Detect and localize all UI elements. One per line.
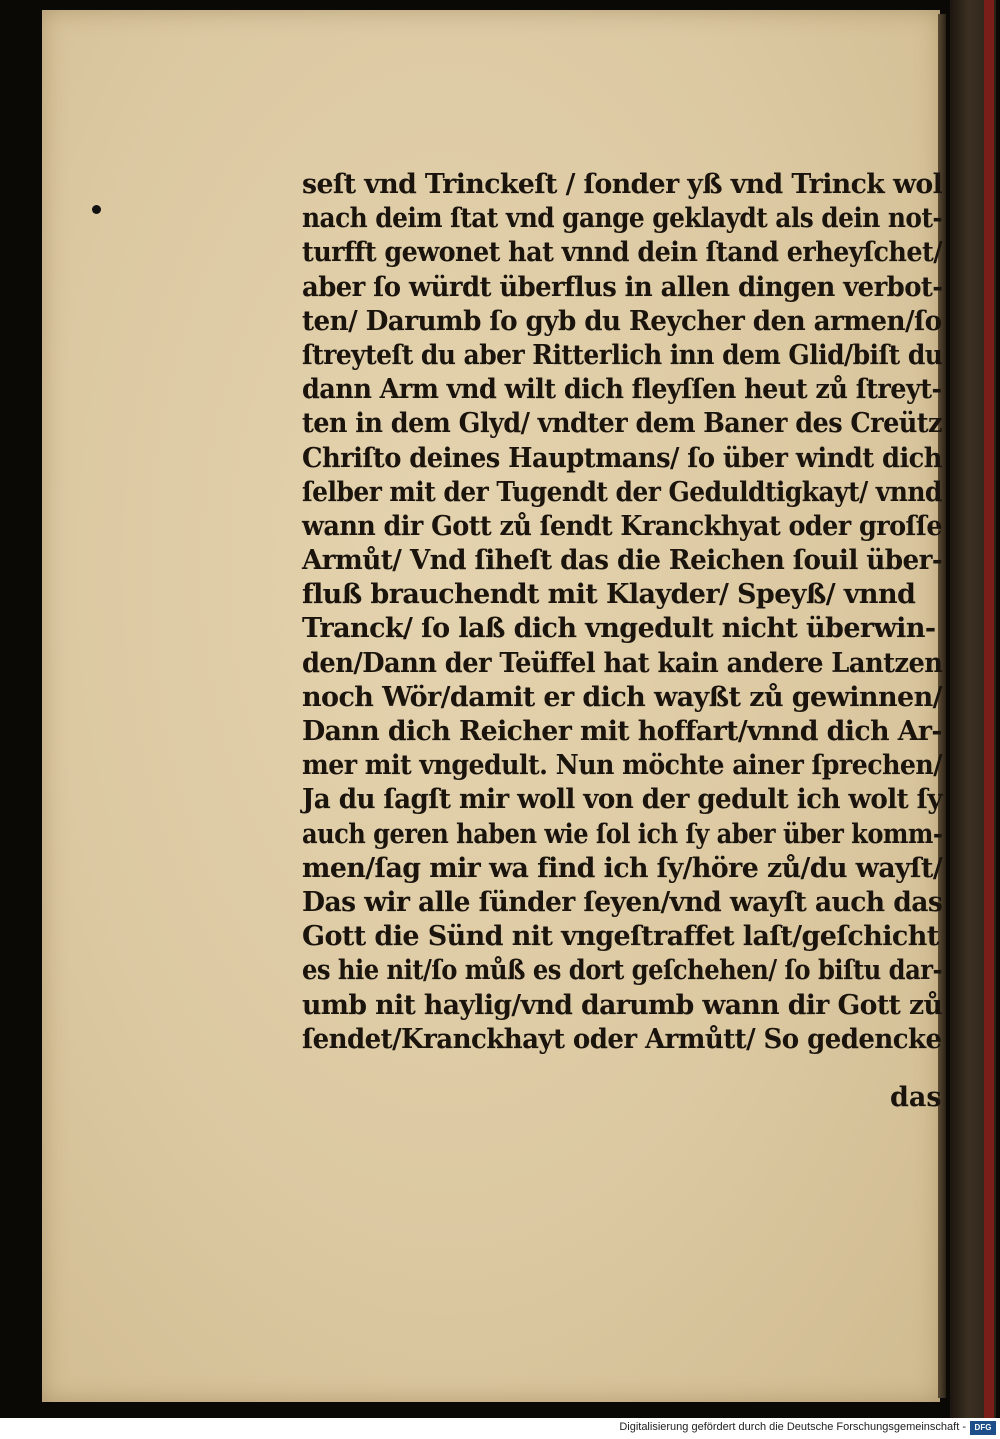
text-line: Armůt/ Vnd ſiheſt das die Reichen ſouil über-	[302, 545, 943, 577]
red-binding-strip	[984, 0, 994, 1418]
text-line: ſtreyteſt du aber Ritterlich inn dem Glid/biſt du	[302, 339, 943, 371]
text-line: Ja du ſagſt mir woll von der gedult ich wolt ſy	[302, 784, 942, 816]
text-line: noch Wör/damit er dich wayßt zů gewinnen/	[302, 681, 942, 713]
text-line: men/ſag mir wa find ich ſy/höre zů/du wayſt/	[302, 852, 943, 884]
text-line: ſelber mit der Tugendt der Geduldtigkayt/ vnnd	[302, 476, 942, 508]
text-line: ſendet/Kranckhayt oder Armůtt/ So gedencke	[302, 1023, 942, 1055]
text-line: aber ſo würdt überflus in allen dingen verbot-	[302, 271, 943, 303]
funding-credit: Digitalisierung gefördert durch die Deutsche Forschungsgemeinschaft -	[619, 1421, 966, 1433]
text-line: Dann dich Reicher mit hoffart/vnnd dich Ar-	[302, 716, 942, 747]
digitization-footer	[0, 1418, 1000, 1439]
dfg-logo-icon: DFG	[970, 1421, 996, 1435]
text-line: Das wir alle ſünder ſeyen/vnd wayſt auch das	[302, 886, 943, 918]
text-line: ten in dem Glyd/ vndter dem Baner des Creütz	[302, 408, 942, 440]
text-line: wann dir Gott zů ſendt Kranckhyat oder groſſe	[302, 510, 942, 542]
body-text	[302, 168, 942, 1057]
text-line: seſt vnd Trinckeſt / ſonder yß vnd Trinck wol	[302, 169, 943, 200]
text-line: es hie nit/ſo můß es dort geſchehen/ ſo biſtu dar-	[302, 955, 943, 987]
text-line: fluß brauchendt mit Klayder/ Speyß/ vnnd	[302, 579, 916, 611]
text-line: mer mit vngedult. Nun möchte ainer ſprechen/	[302, 750, 942, 782]
text-line: nach deim ſtat vnd gange geklaydt als dein not-	[302, 203, 943, 235]
text-line: den/Dann der Teüffel hat kain andere Lantzen	[302, 647, 943, 679]
text-line: umb nit haylig/vnd darumb wann dir Gott zů	[302, 989, 943, 1021]
text-line: auch geren haben wie ſol ich ſy aber über komm-	[302, 818, 943, 850]
text-line: turfft gewonet hat vnnd dein ſtand erheyſchet/	[302, 237, 942, 269]
ink-dot-mark	[92, 205, 101, 214]
binding-edge	[950, 0, 996, 1418]
text-line: ten/ Darumb ſo gyb du Reycher den armen/ſo	[302, 305, 942, 337]
text-line: Chriſto deines Hauptmans/ ſo über windt dich	[302, 442, 942, 474]
text-line: Gott die Sünd nit vngeſtraffet laſt/geſchicht	[302, 921, 939, 953]
text-line: dann Arm vnd wilt dich fleyſſen heut zů ſtreyt-	[302, 374, 942, 406]
text-line: Tranck/ ſo laß dich vngedult nicht überwin-	[302, 613, 936, 645]
catchword: das	[890, 1082, 942, 1113]
